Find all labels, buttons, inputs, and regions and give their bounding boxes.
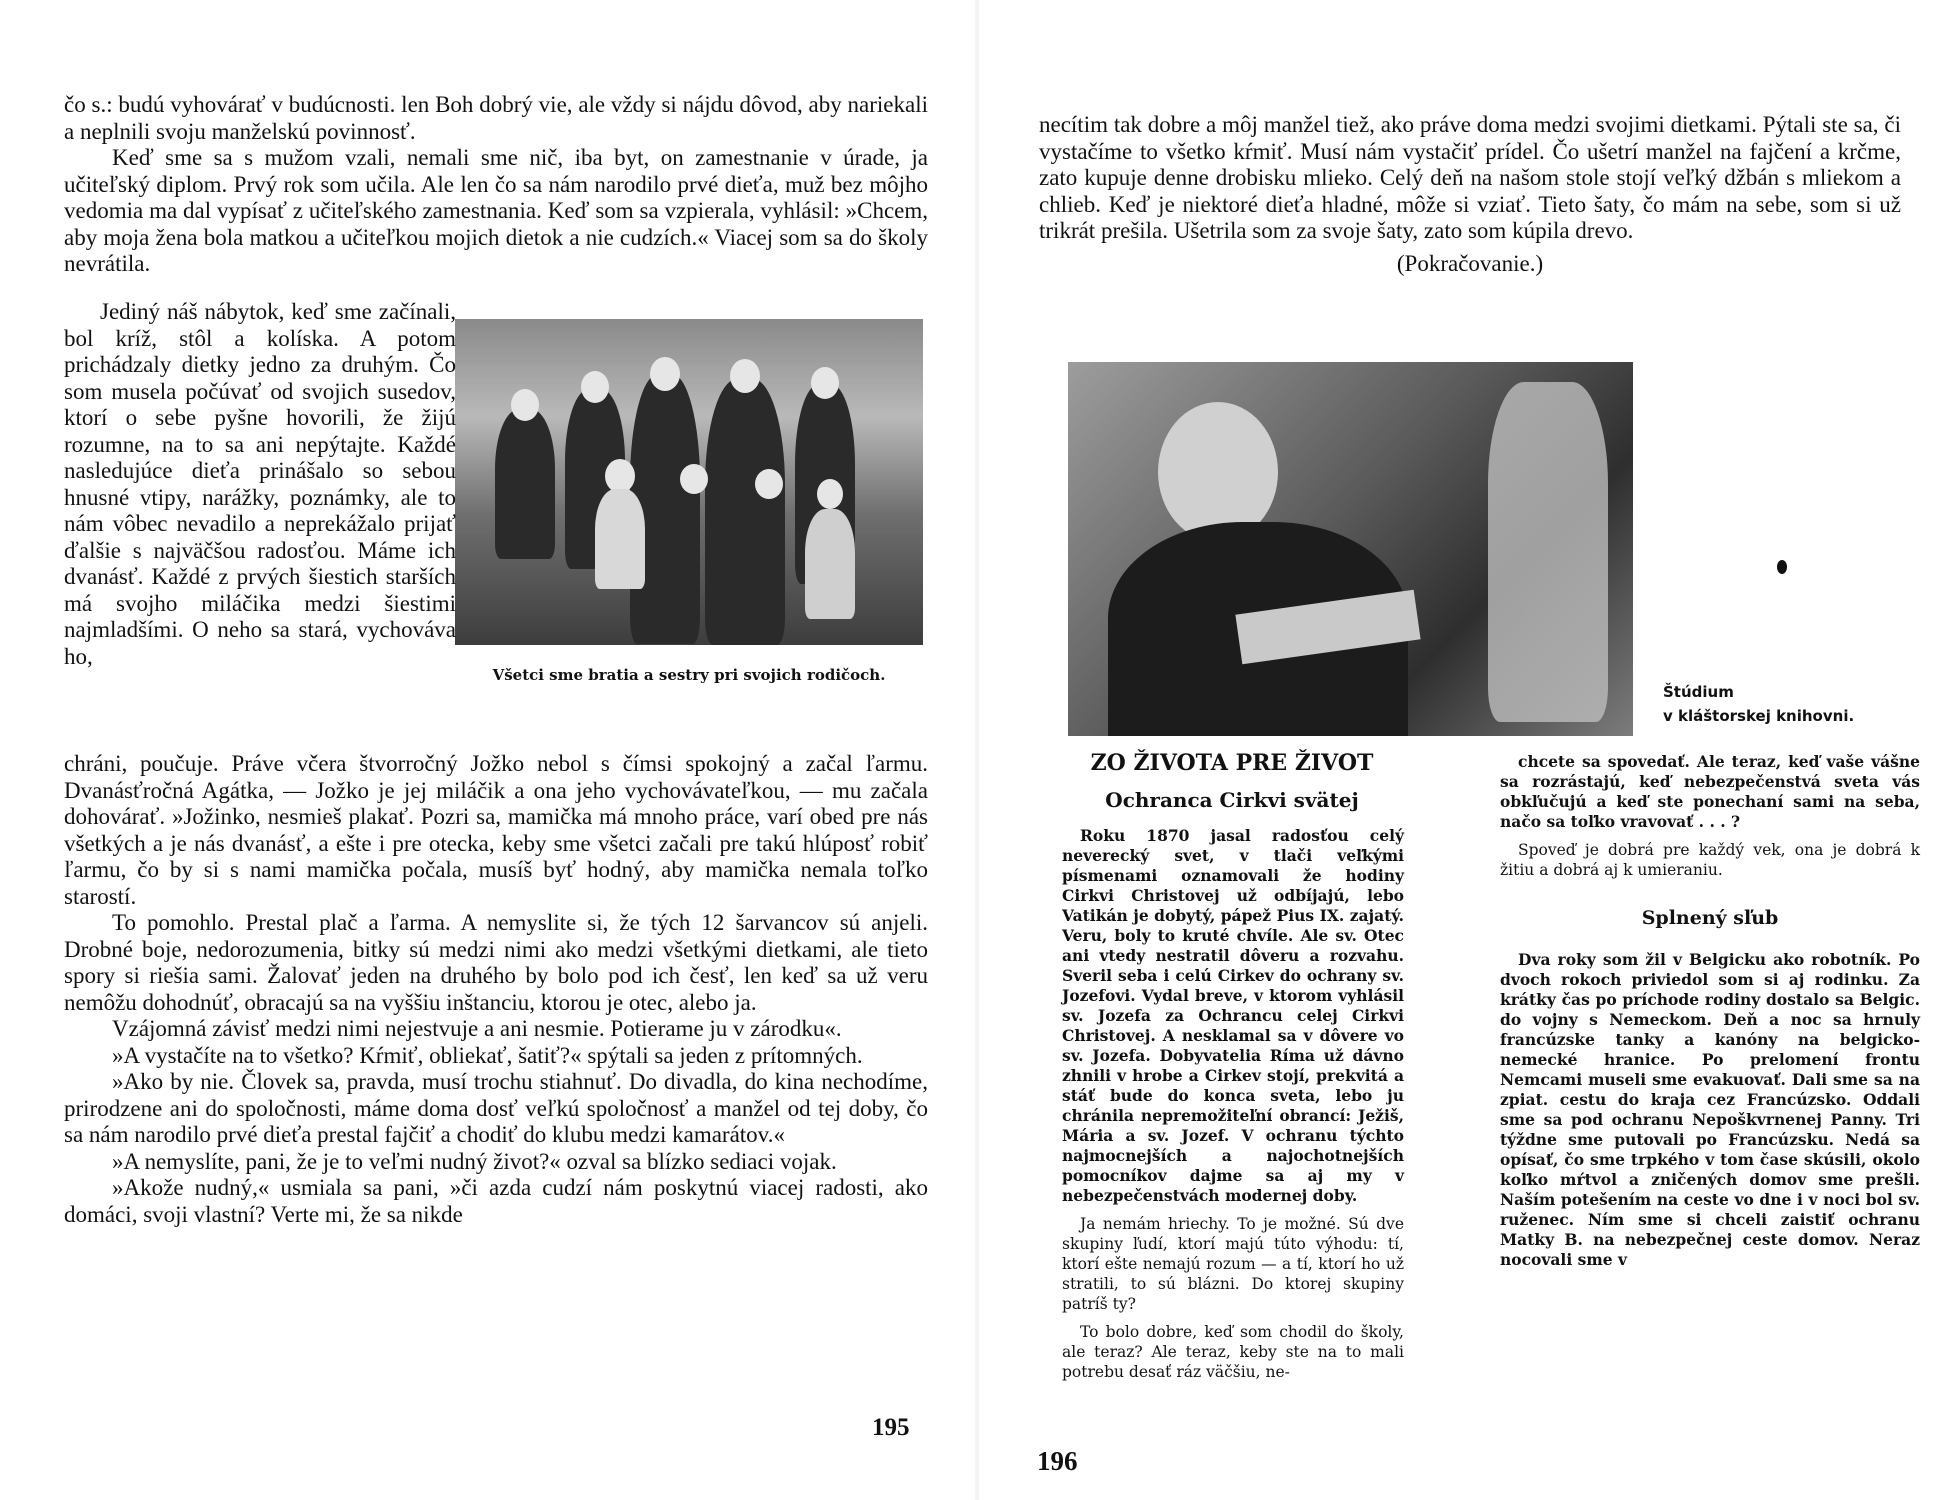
right-top-text bbox=[1039, 112, 1901, 277]
paragraph: Vzájomná závisť medzi nimi nejestvuje a ani nesmie. Potierame ju v zárodku«. bbox=[112, 1016, 842, 1041]
paragraph: chcete sa spovedať. Ale teraz, keď vaše vášne sa rozrástajú, keď nebezpečenstvá sveta vás obkľučujú a keď ste ponechaní sami na seba, načo sa toľko vravovať . . . ? bbox=[1500, 752, 1920, 831]
right-page bbox=[977, 0, 1954, 1500]
article-column-right bbox=[1500, 752, 1920, 1278]
continued-note: (Pokračovanie.) bbox=[1396, 250, 1544, 276]
library-photo-caption bbox=[1663, 680, 1923, 728]
paragraph: To pomohlo. Prestal plač a ľarma. A nemyslite si, že tých 12 šarvancov sú anjeli. Drobné boje, nedorozumenia, bitky sú medzi nimi ako medzi všetkými dietkami, ale tieto spory si riešia sami. Žalovať jeden na druhého by bolo pod ich česť, len keď sa už veru nemôžu dohodnúť, obracajú sa na vyššiu inštanciu, ktorou je otec, alebo ja. bbox=[64, 910, 928, 1015]
family-photo-caption: Všetci sme bratia a sestry pri svojich rodičoch. bbox=[492, 666, 886, 684]
left-body-text bbox=[64, 751, 928, 1228]
paragraph: chráni, poučuje. Práve včera štvorročný Jožko nebol s čímsi spokojný a začal ľarmu. Dvanásťročná Agátka, — Jožko je jej miláčik a ona jeho vychovávateľkou, — mu začala dohovárať. »Jožinko, nesmieš plakať. Pozri sa, mamička má mnoho práce, varí obed pre nás všetkých a je nás dvanásť, a ešte i pre otecka, keby sme všetci začali pre takú hlúposť robiť ľarmu, čo by si s nami mamička počala, musíš byť hodný, aby mamička nemala toľko starostí. bbox=[64, 751, 928, 909]
article-column-left bbox=[1062, 826, 1404, 1390]
paragraph: »Ako by nie. Človek sa, pravda, musí trochu stiahnuť. Do divadla, do kina nechodíme, prirodzene ani do spoločnosti, máme doma dosť veľkú spoločnosť a manžel od tej doby, čo sa nám narodilo prvé dieťa prestal fajčiť a chodiť do klubu medzi kamarátov.« bbox=[64, 1069, 928, 1147]
article-subtitle: Ochranca Cirkvi svätej bbox=[1105, 788, 1359, 812]
paragraph: Spoveď je dobrá pre každý vek, ona je dobrá k žitiu a dobrá aj k umieraniu. bbox=[1500, 841, 1920, 879]
left-wrapped-text bbox=[64, 299, 456, 670]
section-heading: Splnený sľub bbox=[1641, 907, 1779, 929]
paragraph: »A nemyslíte, pani, že je to veľmi nudný život?« ozval sa blízko sediaci vojak. bbox=[112, 1148, 837, 1174]
family-photo bbox=[455, 319, 923, 645]
left-intro-text bbox=[64, 92, 928, 278]
paragraph: necítim tak dobre a môj manžel tiež, ako práve doma medzi svojimi dietkami. Pýtali ste sa, či vystačíme to všetko kŕmiť. Musí nám vystačiť prídel. Čo ušetrí manžel na fajčení a krčme, zato kupuje denne drobisku mlieko. Celý deň na našom stole stojí veľký džbán s mliekom a chlieb. Keď je niektoré dieťa hladné, môže si vziať. Tieto šaty, čo mám na sebe, som si už trikrát prešila. Ušetrila som za svoje šaty, zato som kúpila drevo. bbox=[1039, 112, 1901, 243]
paragraph: Ja nemám hriechy. To je možné. Sú dve skupiny ľudí, ktorí majú túto výhodu: tí, ktorí ešte nemajú rozum — a tí, ktorí ho už stratili, to sú blázni. Do ktorej skupiny patríš ty? bbox=[1062, 1215, 1404, 1313]
paragraph: Roku 1870 jasal radosťou celý neverecký svet, v tlači veľkými písmenami oznamovali že hodiny Cirkvi Christovej už odbíjajú, lebo Vatikán je dobytý, pápež Pius IX. zajatý. Veru, boly to kruté chvíle. Ale sv. Otec ani vtedy nestratil dôveru a rozvahu. Sveril seba i celú Cirkev do ochrany sv. Jozefovi. Vydal breve, v ktorom vyhlásil sv. Jozefa za Ochrancu celej Cirkvi Christovej. A nesklamal sa v dôvere vo sv. Jozefa. Dobyvatelia Ríma už dávno zhnili v hrobe a Cirkev stojí, prekvitá a stáť bude do konca sveta, lebo ju chránila nepremožiteľní obrancí: Ježiš, Mária a sv. Jozef. V ochranu týchto najmocnejších a najochotnejších pomocníkov dajme sa aj my v nebezpečenstvách modernej doby. bbox=[1062, 826, 1404, 1205]
caption-line: Štúdium bbox=[1663, 683, 1734, 701]
paragraph: čo s.: budú vyhovárať v budúcnosti. len Boh dobrý vie, ale vždy si nájdu dôvod, aby nariekali a neplnili svoju manželskú povinnosť. bbox=[64, 92, 928, 144]
paragraph: Jediný náš nábytok, keď sme začínali, bol kríž, stôl a kolíska. A potom prichádzaly dietky jedno za druhým. Čo som musela počúvať od svojich susedov, ktorí o sebe pyšne hovorili, že žijú rozumne, na to sa ani nepýtajte. Každé nasledujúce dieťa prinášalo so sebou hnusné vtipy, narážky, poznámky, ale to nám vôbec nevadilo a neprekážalo prijať ďalšie s najväčšou radosťou. Máme ich dvanásť. Každé z prvých šiestich starších má svojho miláčika medzi šiestimi najmladšími. O neho sa stará, vychováva ho, bbox=[64, 299, 456, 669]
page-number: 195 bbox=[872, 1414, 910, 1441]
article-title: ZO ŽIVOTA PRE ŽIVOT bbox=[1090, 750, 1374, 776]
page-number: 196 bbox=[1037, 1446, 1078, 1476]
paragraph: »Akože nudný,« usmiala sa pani, »či azda cudzí nám poskytnú viacej radosti, ako domáci, svoji vlastní? Verte mi, že sa nikde bbox=[64, 1175, 928, 1227]
library-photo bbox=[1068, 362, 1633, 736]
caption-line: v kláštorskej knihovni. bbox=[1663, 707, 1855, 725]
decorative-dot bbox=[1777, 560, 1787, 574]
paragraph: »A vystačíte na to všetko? Kŕmiť, obliekať, šatiť?« spýtali sa jeden z prítomných. bbox=[112, 1042, 863, 1068]
paragraph: To bolo dobre, keď som chodil do školy, ale teraz? Ale teraz, keby ste na to mali potrebu desať ráz väčšiu, ne- bbox=[1062, 1323, 1404, 1381]
paragraph: Keď sme sa s mužom vzali, nemali sme nič, iba byt, on zamestnanie v úrade, ja učiteľský diplom. Prvý rok som učila. Ale len čo sa nám narodilo prvé dieťa, muž bez môjho vedomia ma dal vypísať z učiteľského zamestnania. Keď som sa vzpierala, vyhlásil: »Chcem, aby moja žena bola matkou a učiteľkou mojich dietok a nie cudzích.« Viacej som sa do školy nevrátila. bbox=[64, 145, 928, 276]
paragraph: Dva roky som žil v Belgicku ako robotník. Po dvoch rokoch priviedol som si aj rodinku. Za krátky čas po príchode rodiny dostalo sa Belgic. do vojny s Nemeckom. Deň a noc sa hrnuly francúzske tanky a kanóny na belgicko-nemecké hranice. Po prelomení frontu Nemcami museli sme evakuovať. Dali sme sa na zpiat. cestu do kraja cez Francúzsko. Oddali sme sa pod ochranu Nepoškvrnenej Panny. Tri týždne sme putovali po Francúzsku. Nedá sa opísať, čo sme trpkého v tom čase skúsili, okolo koľko mŕtvol a zničených domov sme prešli. Naším potešením na ceste vo dne i v noci bol sv. ruženec. Ním sme si chceli zaistiť ochranu Matky B. na nebezpečnej ceste domov. Neraz nocovali sme v bbox=[1500, 950, 1920, 1269]
